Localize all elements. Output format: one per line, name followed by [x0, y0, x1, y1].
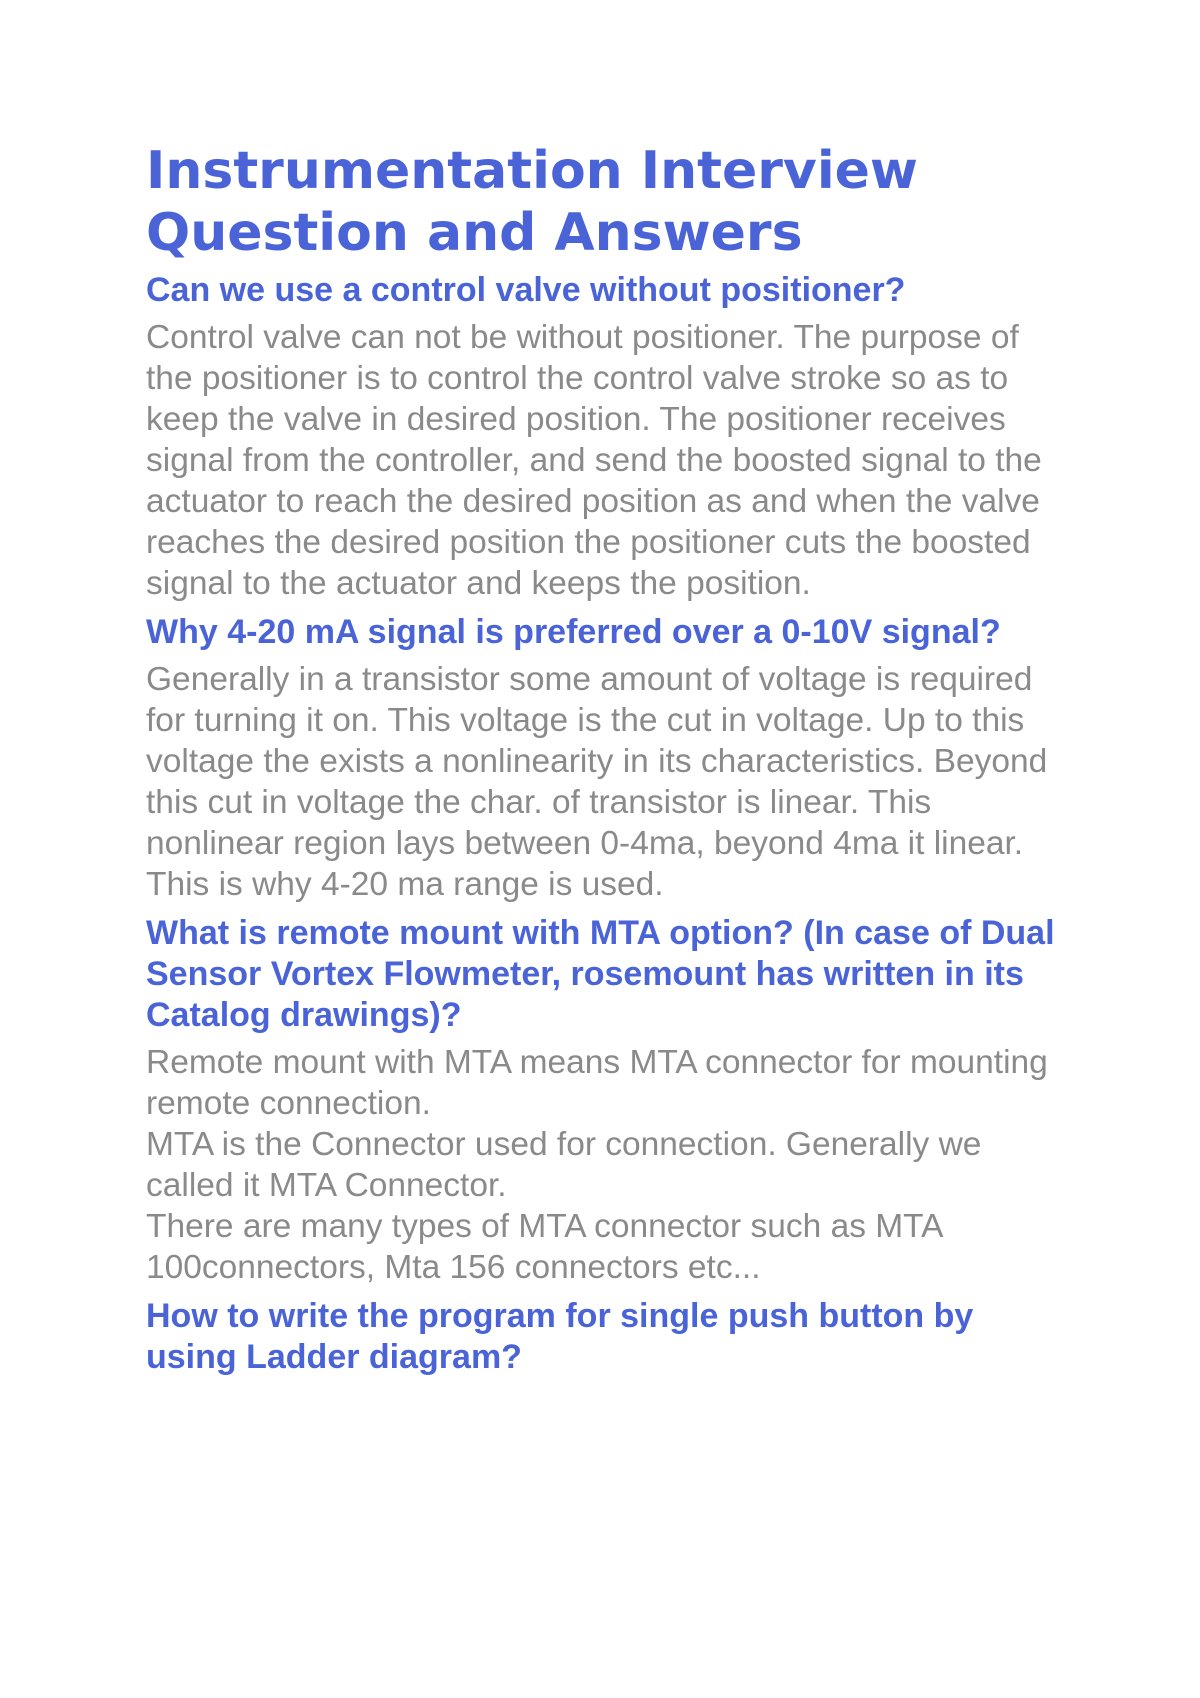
- question-heading: Can we use a control valve without positioner?: [146, 271, 906, 309]
- question-heading: What is remote mount with MTA option? (In case of Dual Sensor Vortex Flowmeter, rosemount has written in its Catalog drawings)?: [146, 914, 1055, 1034]
- document-page: [146, 140, 1066, 1384]
- answer-text: [146, 659, 1066, 905]
- qa-section-4: [146, 1296, 1066, 1378]
- answer-paragraph: There are many types of MTA connector such as MTA 100connectors, Mta 156 connectors etc...: [146, 1208, 942, 1286]
- answer-paragraph: Generally in a transistor some amount of voltage is required for turning it on. This voltage is the cut in voltage. Up to this voltage the exists a nonlinearity in its characteristics. Beyond this cut in voltage the char. of transistor is linear. This nonlinear region lays between 0-4ma, beyond 4ma it linear. This is why 4-20 ma range is used.: [146, 661, 1048, 903]
- question-heading: Why 4-20 mA signal is preferred over a 0-10V signal?: [146, 613, 1001, 651]
- answer-paragraph: MTA is the Connector used for connection. Generally we called it MTA Connector.: [146, 1126, 982, 1204]
- qa-section-3: [146, 913, 1066, 1288]
- answer-text: [146, 1042, 1066, 1288]
- qa-section-1: [146, 270, 1066, 604]
- answer-paragraph: Remote mount with MTA means MTA connector for mounting remote connection.: [146, 1044, 1048, 1122]
- qa-section-2: [146, 612, 1066, 905]
- page-title: Instrumentation Interview Question and Answers: [146, 141, 918, 263]
- question-heading: How to write the program for single push button by using Ladder diagram?: [146, 1297, 974, 1376]
- answer-paragraph: Control valve can not be without positioner. The purpose of the positioner is to control the control valve stroke so as to keep the valve in desired position. The positioner receives signal from the controller, and send the boosted signal to the actuator to reach the desired position as and when the valve reaches the desired position the positioner cuts the boosted signal to the actuator and keeps the position.: [146, 319, 1042, 602]
- answer-text: [146, 317, 1066, 604]
